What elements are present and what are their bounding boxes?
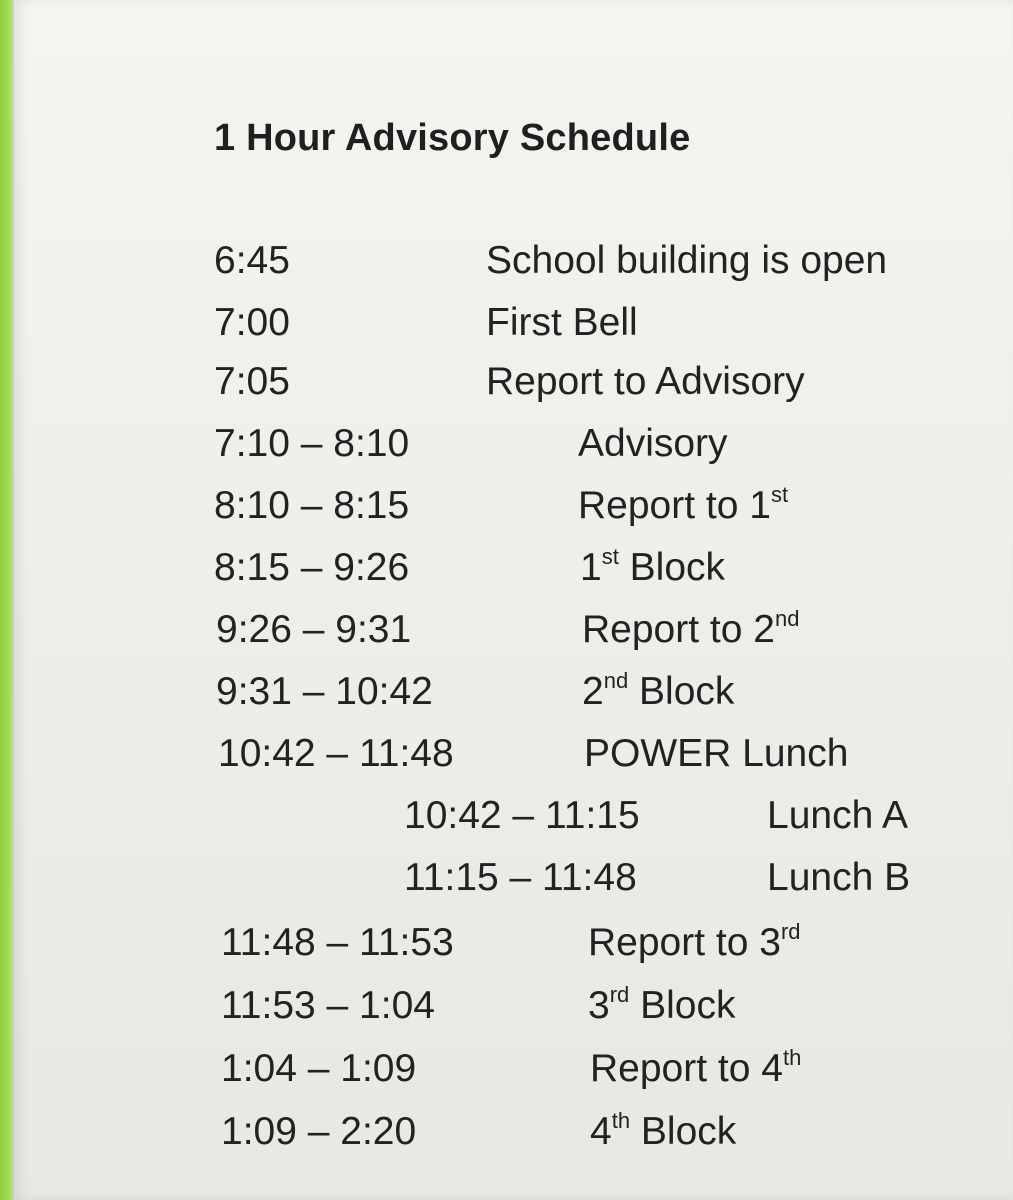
schedule-time: 7:00: [214, 301, 290, 344]
schedule-time: 8:15 – 9:26: [214, 546, 410, 589]
schedule-event: POWER Lunch: [584, 732, 849, 775]
schedule-time: 7:05: [214, 360, 290, 403]
schedule-time: 9:26 – 9:31: [216, 608, 412, 651]
schedule-event: [590, 1046, 801, 1092]
schedule-time: 6:45: [214, 239, 290, 282]
ordinal-suffix: nd: [603, 668, 629, 693]
schedule-event: School building is open: [486, 239, 888, 282]
ordinal-suffix: st: [770, 482, 789, 507]
ordinal-suffix: rd: [609, 982, 630, 1007]
event-number: 4: [590, 1110, 612, 1153]
schedule-event: Report to Advisory: [486, 360, 805, 403]
ordinal-suffix: st: [601, 544, 619, 569]
green-folder-edge: [0, 0, 14, 1200]
schedule-time: 11:15 – 11:48: [404, 856, 637, 899]
schedule-time: 10:42 – 11:48: [218, 732, 454, 775]
schedule-time: 8:10 – 8:15: [214, 484, 410, 527]
schedule-event: [582, 607, 799, 653]
schedule-time: 7:10 – 8:10: [214, 422, 410, 465]
schedule-time: 11:53 – 1:04: [221, 984, 435, 1027]
ordinal-suffix: th: [611, 1108, 631, 1133]
event-text: Report to 4: [590, 1047, 783, 1090]
event-text: Block: [629, 984, 736, 1027]
event-number: 1: [580, 546, 602, 589]
schedule-event: [578, 483, 788, 529]
schedule-event: [582, 669, 734, 715]
ordinal-suffix: rd: [780, 919, 801, 944]
schedule-event: [590, 1109, 736, 1155]
schedule-event: [588, 920, 801, 966]
schedule-event: Lunch A: [767, 794, 908, 837]
event-number: 2: [582, 670, 604, 713]
event-text: Report to 2: [582, 608, 775, 651]
event-number: 3: [588, 984, 610, 1027]
ordinal-suffix: th: [782, 1045, 802, 1070]
event-text: Block: [618, 546, 726, 589]
schedule-time: 10:42 – 11:15: [404, 794, 640, 837]
schedule-time: 1:09 – 2:20: [221, 1110, 417, 1153]
page-title: 1 Hour Advisory Schedule: [214, 117, 691, 159]
schedule-event: [588, 983, 735, 1029]
event-text: Block: [628, 670, 735, 713]
schedule-event: [580, 545, 725, 591]
paper-sheet: [14, 0, 1013, 1200]
schedule-time: 9:31 – 10:42: [216, 670, 433, 713]
schedule-event: First Bell: [486, 301, 638, 344]
schedule-event: Advisory: [578, 422, 728, 465]
schedule-event: Lunch B: [767, 856, 911, 899]
event-text: Report to 3: [588, 921, 781, 964]
schedule-time: 1:04 – 1:09: [221, 1047, 417, 1090]
event-text: Report to 1: [578, 484, 771, 527]
ordinal-suffix: nd: [774, 606, 800, 631]
schedule-time: 11:48 – 11:53: [221, 921, 454, 964]
event-text: Block: [630, 1110, 737, 1153]
